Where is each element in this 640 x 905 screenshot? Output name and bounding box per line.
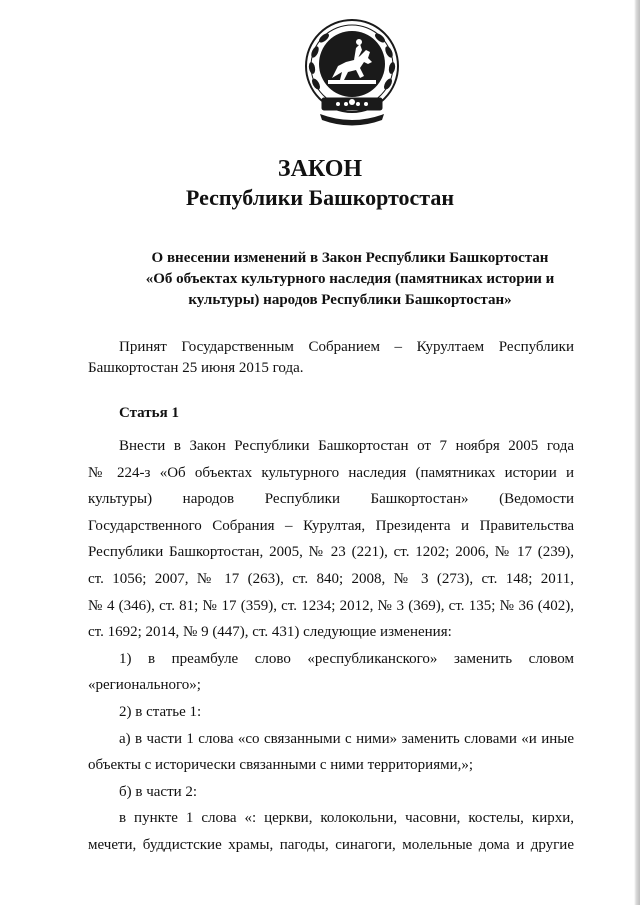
body-line: № 224-з «Об объектах культурного наследия (памятниках истории и (88, 464, 574, 481)
body-line: Государственного Собрания – Курултая, Президента и Правительства (88, 517, 574, 534)
body-line: 2) в статье 1: (119, 704, 202, 720)
document-subtitle: Республики Башкортостан (185, 185, 455, 210)
law-title-line: культуры) народов Республики Башкортостан» (188, 292, 512, 308)
body-line: ст. 1056; 2007, № 17 (263), ст. 840; 2008, № 3 (273), ст. 148; 2011, (88, 571, 574, 587)
body-line: мечети, буддистские храмы, пагоды, синагоги, молельные дома и другие (88, 837, 574, 853)
document-title: ЗАКОН (277, 156, 363, 182)
body-line: «регионального»; (88, 677, 201, 694)
coat-of-arms-emblem (302, 16, 402, 128)
body-line: культуры) народов Республики Башкортостан» (Ведомости (88, 491, 574, 508)
law-title-block (100, 248, 600, 311)
body-line: 1) в преамбуле слово «республиканского» заменить словом (119, 650, 574, 667)
body-line: б) в части 2: (119, 783, 198, 800)
page-edge-shadow (634, 0, 640, 905)
article-heading: Статья 1 (119, 405, 179, 421)
body-line: объекты с исторически связанными с ними территориями,»; (88, 757, 474, 774)
adoption-note (88, 337, 574, 379)
body-line: Республики Башкортостан, 2005, № 23 (221), ст. 1202; 2006, № 17 (239), (88, 544, 574, 561)
law-title-line: О внесении изменений в Закон Республики Башкортостан (151, 250, 549, 266)
body-line: № 4 (346), ст. 81; № 17 (359), ст. 1234; 2012, № 3 (369), ст. 135; № 36 (402), (88, 597, 574, 614)
law-title-line: «Об объектах культурного наследия (памятниках истории и (145, 271, 555, 287)
body-line: Внести в Закон Республики Башкортостан от 7 ноября 2005 года (119, 438, 574, 454)
adoption-note-line: Башкортостан 25 июня 2015 года. (88, 360, 304, 376)
body-line: ст. 1692; 2014, № 9 (447), ст. 431) следующие изменения: (88, 624, 452, 641)
adoption-note-line: Принят Государственным Собранием – Курултаем Республики (119, 339, 574, 355)
body-line: в пункте 1 слова «: церкви, колокольни, часовни, костелы, кирхи, (119, 810, 574, 827)
body-line: а) в части 1 слова «со связанными с ними» заменить словами «и иные (119, 730, 574, 747)
